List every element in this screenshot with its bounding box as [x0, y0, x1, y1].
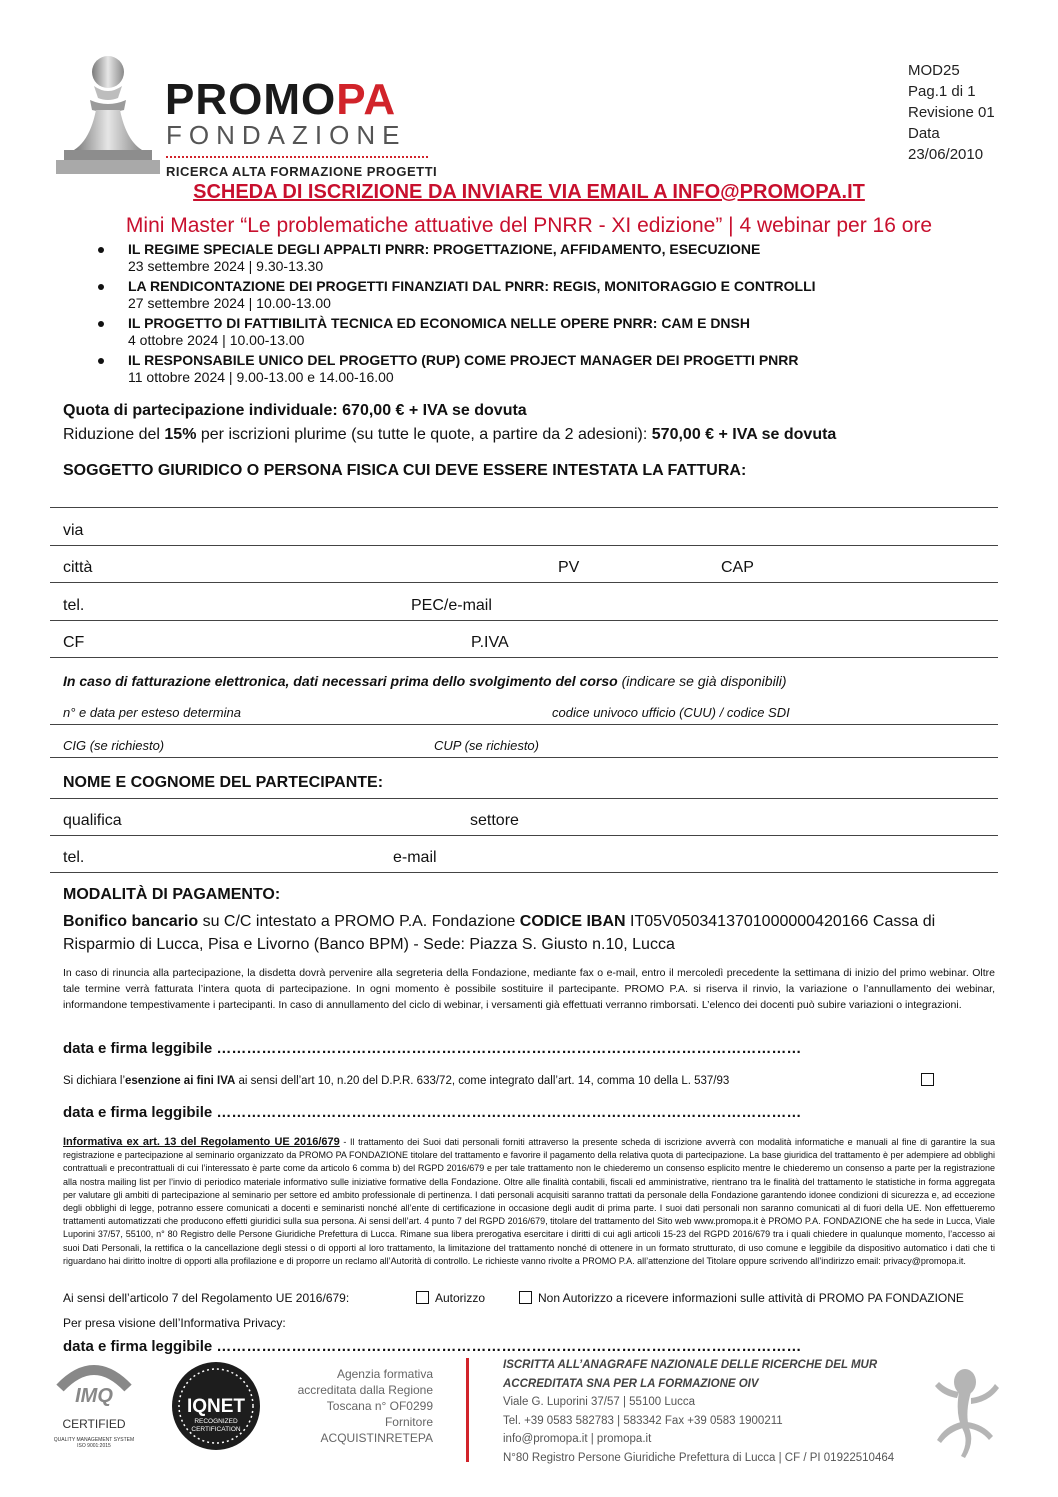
e-invoice-heading: In caso di fatturazione elettronica, dati necessari prima dello svolgimento del corso (indicare se già disponibili)	[63, 673, 787, 689]
webinar-date: 11 ottobre 2024 | 9.00-13.00 e 14.00-16.00	[128, 369, 394, 385]
webinar-item	[98, 352, 998, 386]
cuu-sdi-field[interactable]: codice univoco ufficio (CUU) / codice SDI	[552, 705, 790, 720]
cancellation-policy: In caso di rinuncia alla partecipazione, la disdetta dovrà pervenire alla segreteria della Fondazione, mediante fax o e-mail, entro il mercoledì precedente la settimana di inizio del primo webinar. Oltre tale termine verrà fatturata l’intera quota di partecipazione. In ogni momento è possibile sostituire il partecipante. PROMO P.A. si riserva il rinvio, la variazione o l’annullamento dei webinar, informandone tempestivamente i partecipanti. In caso di annullamento del ciclo di webinar, i versamenti già effettuati verranno rimborsati. L’elenco dei docenti può subire variazioni o integrazioni.	[63, 967, 995, 1011]
discount-note: Riduzione del 15% per iscrizioni plurime (su tutte le quote, a partire da 2 adesioni): 570,00 € + IVA se dovuta	[63, 426, 837, 443]
webinar-date: 23 settembre 2024 | 9.30-13.30	[128, 258, 324, 274]
webinar-item	[98, 278, 998, 312]
determina-field[interactable]: n° e data per esteso determina	[63, 705, 241, 720]
footer-divider	[466, 1358, 469, 1462]
date-label: Data	[908, 125, 940, 142]
brand-subtitle: FONDAZIONE	[166, 120, 407, 150]
accreditation-text: Agenzia formativa accreditata dalla Regione Toscana n° OF0299 Fornitore ACQUISTINRETEPA	[297, 1367, 433, 1445]
imq-certification-logo	[50, 1358, 138, 1450]
settore-field[interactable]: settore	[470, 812, 519, 829]
revision: Revisione 01	[908, 104, 995, 121]
phone-field[interactable]: tel.	[63, 597, 85, 614]
cup-field[interactable]: CUP (se richiesto)	[434, 738, 539, 753]
imq-system-label: QUALITY MANAGEMENT SYSTEM	[53, 1437, 135, 1443]
webinar-date: 4 ottobre 2024 | 10.00-13.00	[128, 332, 305, 348]
webinar-item	[98, 315, 998, 349]
email-website[interactable]: info@promopa.it | promopa.it	[503, 1433, 652, 1445]
vat-exemption-checkbox[interactable]	[921, 1073, 934, 1086]
cig-field[interactable]: CIG (se richiesto)	[63, 738, 165, 753]
sna-accreditation: ACCREDITATA SNA PER LA FORMAZIONE OIV	[503, 1377, 759, 1390]
payment-details: Bonifico bancario su C/C intestato a PROMO P.A. Fondazione CODICE IBAN IT05V0503413701000000420166 Cassa di Risparmio di Lucca, Pisa e Livorno (Banco BPM) - Sede: Piazza S. Giusto n.10, Lucca	[63, 913, 936, 953]
signature-line[interactable]: data e firma leggibile ………………………………………………………………………………………………………	[63, 1040, 802, 1057]
svg-text:CERTIFICATION: CERTIFICATION	[191, 1426, 241, 1433]
signature-line[interactable]: data e firma leggibile ………………………………………………………………………………………………………	[63, 1104, 802, 1121]
phone-fax: Tel. +39 0583 582783 | 583342 Fax +39 0583 1900211	[503, 1414, 783, 1427]
webinar-title: LA RENDICONTAZIONE DEI PROGETTI FINANZIATI DAL PNRR: REGIS, MONITORAGGIO E CONTROLLI	[128, 278, 816, 294]
authorize-checkbox[interactable]	[416, 1291, 429, 1304]
form-title: SCHEDA DI ISCRIZIONE DA INVIARE VIA EMAIL A INFO@PROMOPA.IT	[193, 181, 865, 203]
mur-registration: ISCRITTA ALL’ANAGRAFE NAZIONALE DELLE RICERCHE DEL MUR	[503, 1359, 878, 1371]
field-line	[50, 798, 998, 799]
brand-divider	[166, 156, 428, 158]
signature-line[interactable]: data e firma leggibile ………………………………………………………………………………………………………	[63, 1338, 802, 1355]
qualifica-field[interactable]: qualifica	[63, 812, 122, 829]
webinar-title: IL RESPONSABILE UNICO DEL PROGETTO (RUP) COME PROJECT MANAGER DEI PROGETTI PNRR	[128, 352, 799, 368]
field-line	[50, 835, 998, 836]
cap-field[interactable]: CAP	[721, 559, 754, 576]
pawn-logo-image	[50, 50, 162, 176]
bullet-icon	[98, 247, 104, 253]
date-value: 23/06/2010	[908, 146, 984, 163]
iqnet-certification-logo	[170, 1360, 262, 1452]
pec-email-field[interactable]: PEC/e-mail	[411, 597, 492, 614]
privacy-acknowledgement: Per presa visione dell’Informativa Privacy:	[63, 1316, 286, 1330]
webinar-title: IL PROGETTO DI FATTIBILITÀ TECNICA ED ECONOMICA NELLE OPERE PNRR: CAM E DNSH	[128, 315, 750, 331]
participant-phone-field[interactable]: tel.	[63, 849, 85, 866]
document-control-box	[908, 60, 995, 165]
field-line	[50, 657, 998, 658]
bullet-icon	[98, 358, 104, 364]
bullet-icon	[98, 321, 104, 327]
brand-tagline: RICERCA ALTA FORMAZIONE PROGETTI	[166, 164, 438, 179]
via-field[interactable]: via	[63, 522, 84, 539]
province-field[interactable]: PV	[558, 559, 580, 576]
privacy-notice: Informativa ex art. 13 del Regolamento UE 2016/679 - Il trattamento dei Suoi dati personali forniti attraverso la presente scheda di iscrizione avverrà con modalità informatiche e manuali al fine di garantire la sua registrazione e partecipazione al seminario organizzato da PROMO PA FONDAZIONE titolare del trattamento e favorire il pagamento della relativa quota di partecipazione. La base giuridica del trattamento è per adempiere ad obblighi contrattuali e precontrattuali di cui l’interessato è parte come da articolo 6 comma b) del RGPD 2016/679 e per tale trattamento non le chiederemo un consenso esplicito mentre le chiederemo un consenso a parte per la registrazione alla nostra mailing list per l’invio di periodico materiale informativo sulle iniziative formative della Fondazione. Oltre alle finalità contabili, fiscali ed amministrative, rientrano tra le finalità del trattamento le statistiche in forma aggregata per valutare gli ambiti di partecipazione al seminario per settore ed ambito professionale di pertinenza. I dati personali acquisiti saranno trattati da personale della Fondazione garantendo idonee condizioni di sicurezza e, ad eccezione degli obblighi di legge, potranno essere comunicati a docenti e seminaristi nonché all’ente di certificazione in occasione degli audit di prima parte. I suoi dati personali non saranno comunicati al di fuori della UE. Non effettueremo trattamenti automatizzati che producono effetti giuridici sulla sua persona. Ai sensi dell’art. 4 punto 7 del RGPD 2016/679, titolare del trattamento del Sito web www.promopa.it è PROMO P.A. FONDAZIONE che ha sede in Lucca, Viale Luporini 37/57, 55100, n° 80 Registro delle Persone Giuridiche Prefettura di Lucca. Rimane sua libera prerogativa esercitare i diritti di cui agli articoli 15-23 del RGPD 2016/679 tra i quali chiedere in qualunque momento, l’accesso ai suoi Dati Personali, la rettifica o la cancellazione degli stessi o di opporti al loro trattamento, la limitazione del trattamento nonché di ottenere in un formato strutturato, di uso comune e leggibile da dispositivo automatico i dati che ti riguardano hai diritto inoltre di opporti alla profilazione e di proporre un reclamo all’Autorità di controllo. Le richieste vanno rivolte a PROMO P.A. all’attenzione del Titolare oppure scrivendo all’indirizzo email: privacy@promopa.it.	[63, 1136, 995, 1266]
webinar-title: IL REGIME SPECIALE DEGLI APPALTI PNRR: PROGETTAZIONE, AFFIDAMENTO, ESECUZIONE	[128, 241, 761, 257]
authorize-option[interactable]: Autorizzo	[416, 1291, 485, 1305]
imq-iso-label: ISO 9001:2015	[77, 1443, 111, 1449]
field-line	[50, 507, 998, 508]
address: Viale G. Luporini 37/57 | 55100 Lucca	[503, 1396, 696, 1408]
tax-code-field[interactable]: CF	[63, 634, 85, 651]
course-title: Mini Master “Le problematiche attuative del PNRR - XI edizione” | 4 webinar per 16 ore	[125, 214, 933, 237]
webinar-date: 27 settembre 2024 | 10.00-13.00	[128, 295, 331, 311]
imq-globe-icon	[50, 1358, 138, 1414]
brand-logotype: PROMOPA	[165, 75, 397, 124]
mod-code: MOD25	[908, 62, 960, 79]
field-line	[50, 545, 998, 546]
participant-heading: NOME E COGNOME DEL PARTECIPANTE:	[63, 774, 384, 791]
registry-tax-info: N°80 Registro Persone Giuridiche Prefettura di Lucca | CF / PI 01922510464	[503, 1451, 895, 1464]
bullet-icon	[98, 284, 104, 290]
foundation-contact-info	[503, 1356, 894, 1467]
field-line	[50, 582, 998, 583]
webinar-item	[98, 241, 998, 275]
not-authorize-option[interactable]: Non Autorizzo a ricevere informazioni sulle attività di PROMO PA FONDAZIONE	[519, 1291, 964, 1305]
field-line	[50, 872, 998, 873]
field-line	[50, 757, 998, 758]
svg-text:IMQ: IMQ	[75, 1385, 113, 1407]
individual-fee: Quota di partecipazione individuale: 670,00 € + IVA se dovuta	[63, 402, 527, 419]
consent-row	[63, 1291, 1003, 1305]
vat-exemption-statement: Si dichiara l’esenzione ai fini IVA ai sensi dell’art 10, n.20 del D.P.R. 633/72, come integrato dall’art. 14, comma 10 della L. 537/93	[63, 1075, 730, 1087]
city-field[interactable]: città	[63, 559, 93, 576]
page-number: Pag.1 di 1	[908, 83, 976, 100]
vat-number-field[interactable]: P.IVA	[471, 634, 509, 651]
consent-label: Ai sensi dell’articolo 7 del Regolamento UE 2016/679:	[63, 1291, 350, 1305]
webinar-list	[98, 241, 998, 389]
payment-heading: MODALITÀ DI PAGAMENTO:	[63, 886, 281, 903]
not-authorize-checkbox[interactable]	[519, 1291, 532, 1304]
field-line	[50, 620, 998, 621]
gecko-logo-icon	[925, 1360, 1005, 1460]
field-line	[50, 724, 998, 725]
svg-text:IQNET: IQNET	[186, 1396, 246, 1417]
participant-email-field[interactable]: e-mail	[393, 849, 437, 866]
svg-text:RECOGNIZED: RECOGNIZED	[194, 1418, 238, 1425]
billing-heading: SOGGETTO GIURIDICO O PERSONA FISICA CUI DEVE ESSERE INTESTATA LA FATTURA:	[63, 462, 747, 479]
imq-certified-label: CERTIFIED	[62, 1417, 126, 1431]
